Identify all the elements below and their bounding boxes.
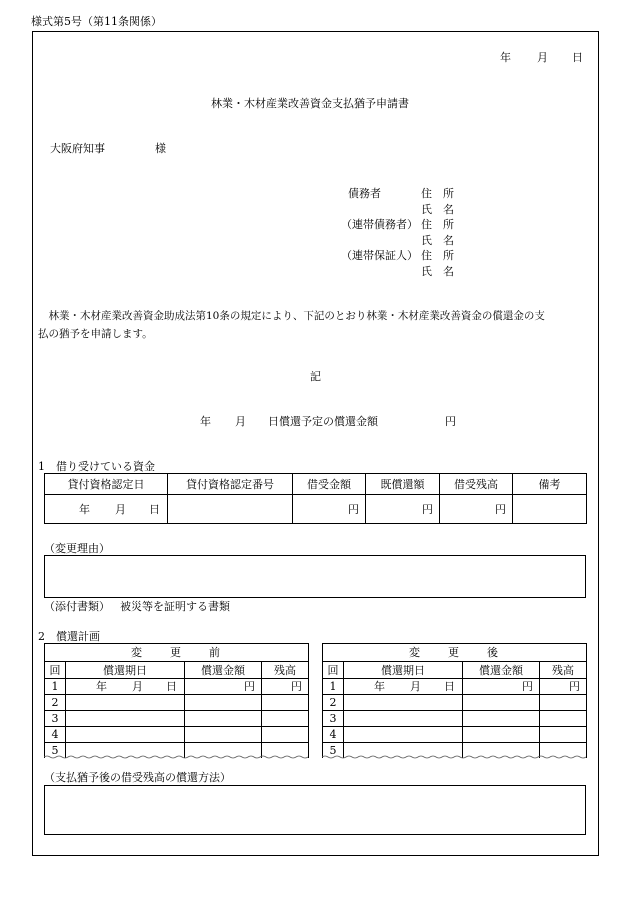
change-reason-box[interactable] [44, 555, 586, 598]
before-row-amount[interactable] [185, 695, 262, 711]
header-loan-amount: 借受金額 [293, 474, 366, 495]
after-row-date[interactable] [344, 727, 463, 743]
before-row-amount[interactable] [185, 727, 262, 743]
addressee-name: 大阪府知事 [50, 142, 105, 155]
applicant-debtor-name: 氏 名 [421, 203, 454, 216]
repayment-month: 月 [235, 415, 246, 428]
before-row-date[interactable] [66, 711, 185, 727]
table-row [45, 727, 309, 743]
wavy-break-before [44, 755, 308, 759]
cert-date-day: 日 [149, 503, 160, 516]
before-row-date[interactable] [66, 695, 185, 711]
ki-mark: 記 [310, 370, 321, 383]
repayment-plan-before [44, 643, 309, 758]
form-id: 様式第5号（第11条関係） [31, 15, 162, 28]
repayment-year: 年 [200, 415, 211, 428]
header-remarks: 備考 [513, 474, 587, 495]
after-row-no: 4 [323, 727, 344, 743]
after-row-date[interactable] [344, 695, 463, 711]
applicant-guarantor-role: （連帯保証人） [341, 249, 418, 262]
before-row-no: 1 [45, 679, 66, 695]
after-row-amount[interactable] [463, 695, 540, 711]
loan-table [44, 473, 587, 524]
date-day: 日 [572, 51, 583, 64]
body-text-line1: 林業・木材産業改善資金助成法第10条の規定により、下記のとおり林業・木材産業改善資金の償還金の支 [38, 310, 545, 322]
after-header-no: 回 [323, 662, 344, 679]
cert-number-cell[interactable] [168, 495, 293, 524]
cert-date-cell[interactable] [45, 495, 168, 524]
applicant-guarantor-name: 氏 名 [421, 265, 454, 278]
applicant-joint-debtor-name: 氏 名 [421, 234, 454, 247]
attachment-label: （添付書類） [44, 600, 110, 613]
after-header-balance: 残高 [540, 662, 587, 679]
before-date-year: 年 [96, 680, 107, 693]
header-cert-number: 貸付資格認定番号 [168, 474, 293, 495]
before-date-month: 月 [132, 680, 143, 693]
applicant-debtor-address: 住 所 [421, 187, 454, 200]
after-row-balance[interactable]: 円 [540, 679, 587, 695]
wavy-break-after [322, 755, 586, 759]
section2-heading: 2 償還計画 [38, 630, 100, 643]
after-header-amount: 償還金額 [463, 662, 540, 679]
after-row-balance[interactable] [540, 695, 587, 711]
loan-amount-cell[interactable]: 円 [293, 495, 366, 524]
table-row [323, 695, 587, 711]
before-row-balance[interactable] [262, 695, 309, 711]
table-row [45, 495, 587, 524]
before-row-no: 5 [45, 743, 66, 759]
after-date-month: 月 [410, 680, 421, 693]
after-row-no: 1 [323, 679, 344, 695]
repayment-text: 日償還予定の償還金額 [268, 415, 378, 428]
before-row-no: 3 [45, 711, 66, 727]
applicant-debtor-role: 債務者 [348, 187, 381, 200]
change-reason-label: （変更理由） [44, 542, 110, 555]
applicant-joint-debtor-role: （連帯債務者） [341, 218, 418, 231]
after-row-no: 2 [323, 695, 344, 711]
applicant-guarantor-address: 住 所 [421, 249, 454, 262]
post-method-box[interactable] [44, 785, 586, 835]
before-row-balance[interactable] [262, 711, 309, 727]
header-balance: 借受残高 [440, 474, 513, 495]
after-row-balance[interactable] [540, 727, 587, 743]
after-row-no: 5 [323, 743, 344, 759]
before-date-day: 日 [166, 680, 177, 693]
table-row [45, 711, 309, 727]
after-row-no: 3 [323, 711, 344, 727]
before-caption: 変 更 前 [45, 644, 309, 662]
before-row-date[interactable] [66, 679, 185, 695]
repaid-amount-cell[interactable]: 円 [366, 495, 440, 524]
date-year: 年 [500, 51, 511, 64]
table-row [323, 711, 587, 727]
after-caption: 変 更 後 [323, 644, 587, 662]
page-title: 林業・木材産業改善資金支払猶予申請書 [211, 97, 409, 110]
before-header-no: 回 [45, 662, 66, 679]
after-header-date: 償還期日 [344, 662, 463, 679]
before-row-no: 2 [45, 695, 66, 711]
before-header-date: 償還期日 [66, 662, 185, 679]
addressee-suffix: 様 [155, 142, 166, 155]
section1-heading: 1 借り受けている資金 [38, 460, 155, 473]
after-row-date[interactable] [344, 679, 463, 695]
after-row-amount[interactable] [463, 727, 540, 743]
remarks-cell[interactable] [513, 495, 587, 524]
table-row [323, 679, 587, 695]
before-row-date[interactable] [66, 727, 185, 743]
post-method-label: （支払猶予後の借受残高の償還方法） [44, 771, 231, 784]
date-month: 月 [537, 51, 548, 64]
applicant-joint-debtor-address: 住 所 [421, 218, 454, 231]
before-row-balance[interactable] [262, 727, 309, 743]
before-header-balance: 残高 [262, 662, 309, 679]
header-repaid-amount: 既償還額 [366, 474, 440, 495]
cert-date-year: 年 [79, 503, 90, 516]
before-row-amount[interactable] [185, 711, 262, 727]
before-row-balance[interactable]: 円 [262, 679, 309, 695]
balance-cell[interactable]: 円 [440, 495, 513, 524]
table-row [323, 727, 587, 743]
attachment-text: 被災等を証明する書類 [120, 600, 230, 613]
before-row-no: 4 [45, 727, 66, 743]
repayment-yen: 円 [445, 415, 456, 428]
after-date-day: 日 [444, 680, 455, 693]
before-row-amount[interactable]: 円 [185, 679, 262, 695]
after-row-date[interactable] [344, 711, 463, 727]
header-cert-date: 貸付資格認定日 [45, 474, 168, 495]
loan-table-header [45, 474, 587, 495]
after-row-balance[interactable] [540, 711, 587, 727]
after-row-amount[interactable] [463, 711, 540, 727]
repayment-plan-after [322, 643, 587, 758]
table-row [45, 695, 309, 711]
cert-date-month: 月 [115, 503, 126, 516]
before-header-amount: 償還金額 [185, 662, 262, 679]
table-row [45, 679, 309, 695]
after-date-year: 年 [374, 680, 385, 693]
body-text-line2: 払の猶予を申請します。 [38, 328, 153, 340]
after-row-amount[interactable]: 円 [463, 679, 540, 695]
